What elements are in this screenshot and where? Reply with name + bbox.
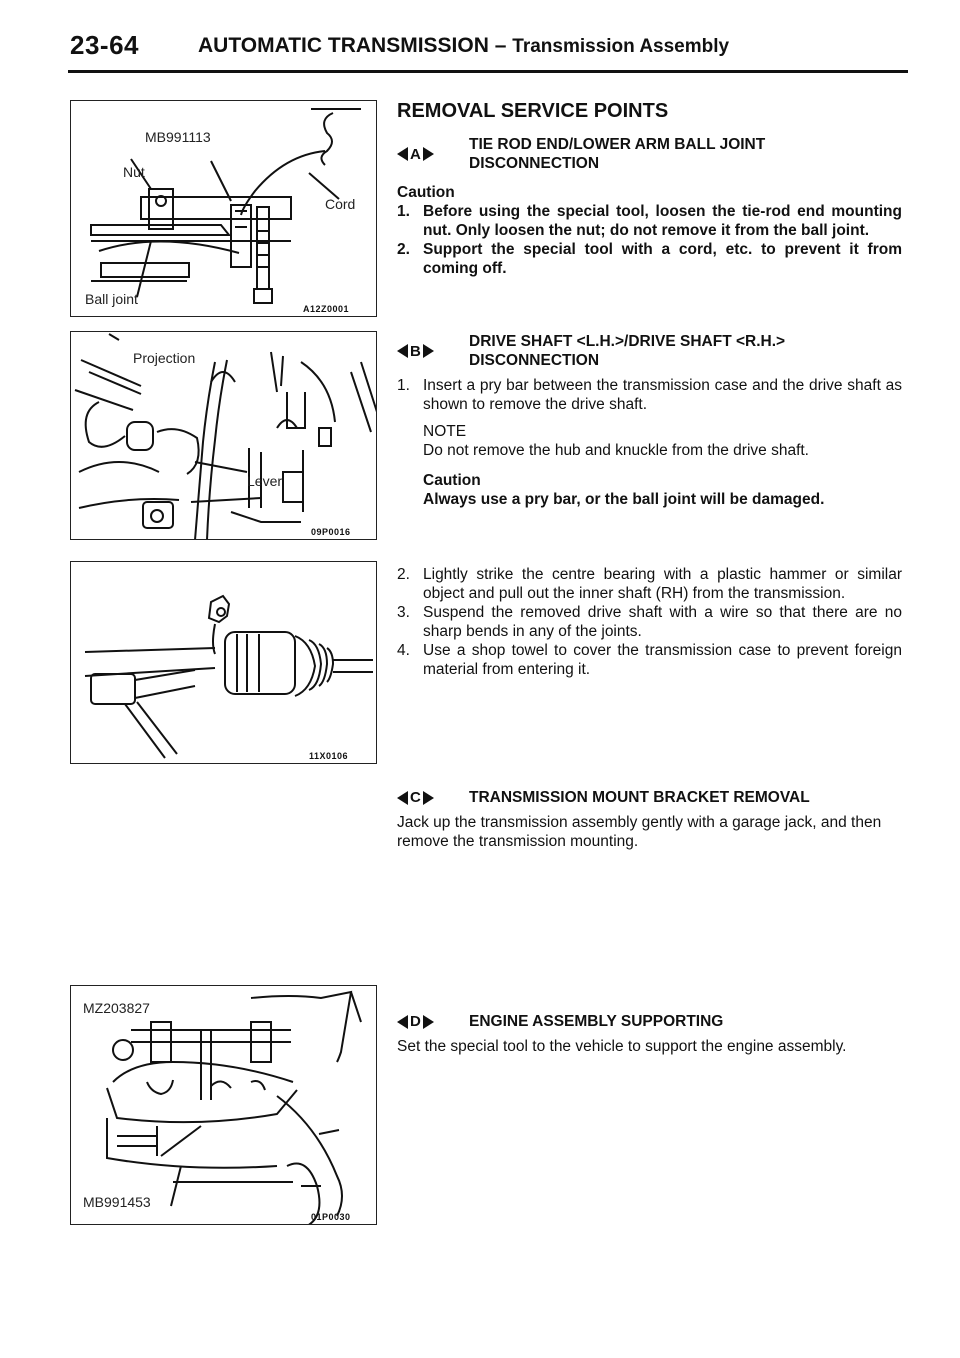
figure-engine-support (70, 985, 377, 1225)
label-nut: Nut (123, 164, 145, 180)
label-tool-mb991113: MB991113 (145, 129, 211, 145)
section-d-heading (397, 1012, 902, 1031)
figure-code: A12Z0001 (303, 304, 350, 314)
service-point-marker-b: B (397, 332, 469, 370)
caution-text: Always use a pry bar, or the ball joint will be damaged. (423, 491, 825, 508)
figure-code: 01P0030 (311, 1212, 351, 1222)
service-point-marker-a: A (397, 135, 469, 173)
list-item: 2. Lightly strike the centre bearing with a plastic hammer or similar object and pull out the inner shaft (RH) from the transmission. (397, 566, 902, 602)
pry-bar-illustration (71, 332, 377, 540)
label-lever: Lever (247, 473, 283, 489)
section-b (397, 332, 902, 509)
figure-ball-joint-puller (70, 100, 377, 317)
section-b-title: DRIVE SHAFT <L.H.>/DRIVE SHAFT <R.H.> DISCONNECTION (469, 333, 786, 369)
label-tool-mb991453: MB991453 (83, 1194, 151, 1210)
arrow-right-icon (423, 147, 434, 161)
section-d-title: ENGINE ASSEMBLY SUPPORTING (469, 1013, 724, 1030)
arrow-left-icon (397, 791, 408, 805)
note-text: Do not remove the hub and knuckle from the drive shaft. (423, 442, 809, 459)
arrow-left-icon (397, 147, 408, 161)
title-dash: – (494, 34, 507, 57)
arrow-left-icon (397, 344, 408, 358)
section-c (397, 788, 902, 851)
label-ball-joint: Ball joint (85, 291, 138, 307)
label-projection: Projection (133, 350, 196, 366)
figure-drive-shaft-hammer (70, 561, 377, 764)
section-b-heading (397, 332, 902, 370)
section-a-heading (397, 135, 902, 173)
section-c-heading (397, 788, 902, 807)
caution-label: Caution (423, 472, 481, 489)
section-title: AUTOMATIC TRANSMISSION (198, 34, 489, 57)
figure-code: 11X0106 (309, 751, 349, 761)
section-c-title: TRANSMISSION MOUNT BRACKET REMOVAL (469, 789, 810, 806)
drive-shaft-hammer-illustration (71, 562, 377, 764)
engine-support-illustration (71, 986, 377, 1225)
note-label: NOTE (423, 423, 467, 440)
list-item: 2. Support the special tool with a cord, etc. to prevent it from coming off. (397, 241, 902, 277)
list-item: 4. Use a shop towel to cover the transmission case to prevent foreign material from entering it. (397, 642, 902, 678)
service-point-marker-d: D (397, 1012, 469, 1031)
label-tool-mz203827: MZ203827 (83, 1000, 150, 1016)
label-cord: Cord (325, 196, 356, 212)
header-rule (68, 70, 908, 73)
section-c-text: Jack up the transmission assembly gently with a garage jack, and then remove the transmission mounting. (397, 814, 882, 850)
service-point-marker-c: C (397, 788, 469, 807)
figure-pry-bar (70, 331, 377, 540)
list-item: 3. Suspend the removed drive shaft with a wire so that there are no sharp bends in any of the joints. (397, 604, 902, 640)
list-item: 1. Before using the special tool, loosen the tie-rod end mounting nut. Only loosen the nut; do not remove it from the ball joint. (397, 203, 902, 239)
list-item: 1. Insert a pry bar between the transmission case and the drive shaft as shown to remove the drive shaft. (397, 377, 902, 413)
caution-label: Caution (397, 184, 455, 201)
section-a (397, 135, 902, 278)
figure-code: 09P0016 (311, 527, 351, 537)
page-number: 23-64 (70, 30, 139, 60)
page-title (198, 34, 729, 58)
section-b-steps (397, 565, 902, 679)
arrow-left-icon (397, 1015, 408, 1029)
section-heading-removal-service-points: REMOVAL SERVICE POINTS (397, 100, 669, 122)
arrow-right-icon (423, 1015, 434, 1029)
section-a-title: TIE ROD END/LOWER ARM BALL JOINT DISCONNECTION (469, 136, 766, 172)
section-subtitle: Transmission Assembly (512, 36, 730, 57)
arrow-right-icon (423, 791, 434, 805)
section-d-text: Set the special tool to the vehicle to support the engine assembly. (397, 1038, 847, 1055)
arrow-right-icon (423, 344, 434, 358)
section-d (397, 1012, 902, 1056)
